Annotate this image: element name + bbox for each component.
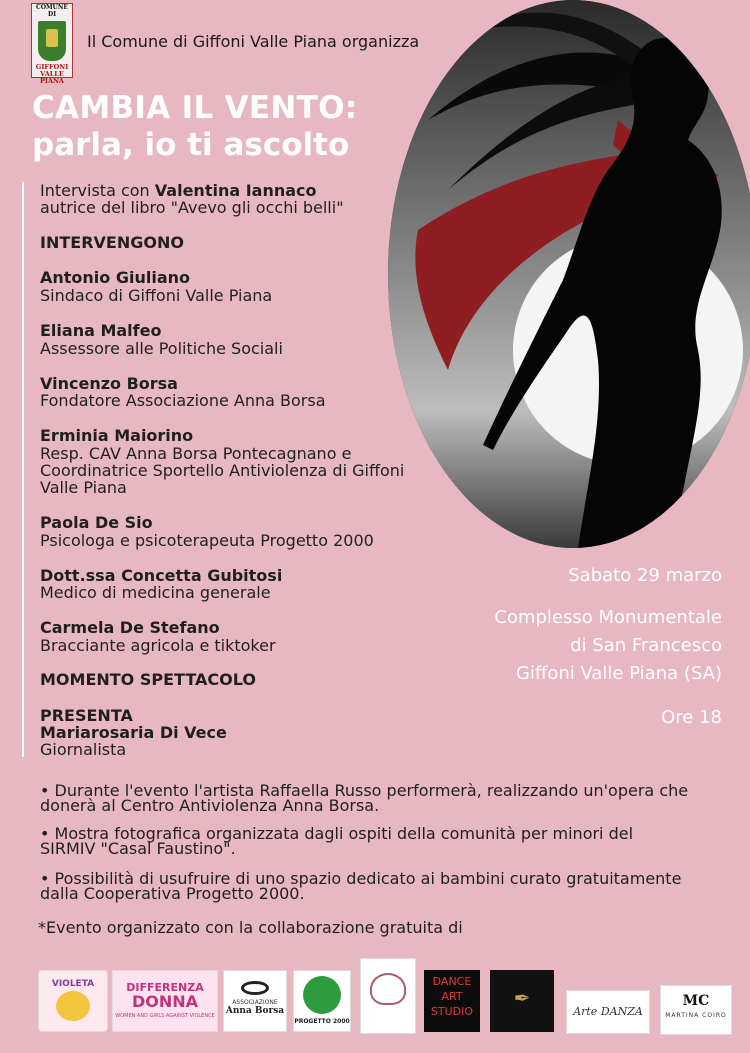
presenter-name: Mariarosaria Di Vece [40,723,227,742]
interview-prefix: Intervista con [40,181,155,200]
speaker-name: Paola De Sio [40,513,153,532]
bullet-item: • Possibilità di usufruire di uno spazio dedicato ai bambini curato gratuitamente [40,869,682,888]
speaker-role: Medico di medicina generale [40,583,271,602]
arte-danza-logo [566,990,650,1034]
event-subtitle: parla, io ti ascolto [32,127,350,163]
section-momento-spettacolo: MOMENTO SPETTACOLO [40,670,256,689]
presenter-label: PRESENTA [40,706,133,725]
progetto-text: PROGETTO 2000 [294,1018,350,1025]
violeta-logo [38,970,108,1032]
speaker-name: Eliana Malfeo [40,321,162,340]
presenter-role: Giornalista [40,740,127,759]
speaker-name: Dott.ssa Concetta Gubitosi [40,566,283,585]
event-venue: Giffoni Valle Piana (SA) [515,663,722,684]
speaker-name: Vincenzo Borsa [40,374,178,393]
bullet-item: dalla Cooperativa Progetto 2000. [40,884,305,903]
interviewee-name: Valentina Iannaco [154,181,317,200]
people-icon [303,976,341,1014]
event-venue: Complesso Monumentale [494,607,722,628]
event-date: Sabato 29 marzo [568,565,722,586]
martina-coiro-logo [660,985,732,1035]
silhouette-woman-image [388,0,750,548]
speaker-role: Valle Piana [40,478,127,497]
dance-text: DANCE [432,975,472,988]
dance-art-studio-logo [424,970,480,1032]
bullet-item: • Durante l'evento l'artista Raffaella Russo performerà, realizzando un'opera che [40,781,689,800]
section-intervengono: INTERVENGONO [40,233,184,252]
speaker-name: Carmela De Stefano [40,618,220,637]
anna-borsa-logo [223,970,287,1032]
arte-danza-text: Arte DANZA [573,1005,643,1018]
differenza-donna-logo [112,970,218,1032]
bullet-item: • Mostra fotografica organizzata dagli ospiti della comunità per minori del [40,824,634,843]
event-title: CAMBIA IL VENTO: [32,90,358,126]
silhouette-illustration [388,0,750,548]
community-heart-logo [360,958,416,1034]
book-line: autrice del libro "Avevo gli occhi belli" [40,198,344,217]
eye-icon [241,981,269,995]
speaker-name: Antonio Giuliano [40,268,191,287]
feather-logo [490,970,554,1032]
event-venue: di San Francesco [570,635,722,656]
martina-name-text: MARTINA COIRO [665,1012,727,1019]
crest-shield-icon [38,21,66,61]
progetto-2000-logo [293,970,351,1032]
martina-monogram: MC [682,993,710,1009]
studio-text: STUDIO [430,1005,474,1018]
footer-note: *Evento organizzato con la collaborazione gratuita di [38,918,463,937]
feather-icon: ✒ [513,986,531,1010]
speaker-role: Sindaco di Giffoni Valle Piana [40,286,273,305]
speaker-role: Fondatore Associazione Anna Borsa [40,391,326,410]
anna-borsa-assoc-text: ASSOCIAZIONE [232,999,278,1006]
differenza-tagline: WOMEN AND GIRLS AGAINST VIOLENCE [115,1013,215,1019]
donna-text: DONNA [131,992,199,1011]
speaker-role: Resp. CAV Anna Borsa Pontecagnano e [40,444,352,463]
art-text: ART [441,990,463,1003]
event-time: Ore 18 [661,707,722,728]
organizer-line: Il Comune di Giffoni Valle Piana organizza [87,32,420,51]
flower-icon [56,991,90,1021]
speaker-role: Bracciante agricola e tiktoker [40,636,276,655]
crest-top-text: COMUNE DI [36,4,68,18]
bullet-item: SIRMIV "Casal Faustino". [40,839,236,858]
anna-borsa-name-text: Anna Borsa [225,1006,285,1016]
violeta-logo-text: VIOLETA [51,979,95,989]
bullet-item: donerà al Centro Antiviolenza Anna Borsa. [40,796,380,815]
left-accent-bar [22,182,24,757]
municipality-crest-logo [31,3,73,85]
crest-bottom-text: GIFFONI VALLE PIANA [35,63,69,85]
speaker-role: Assessore alle Politiche Sociali [40,339,283,358]
speaker-name: Erminia Maiorino [40,426,194,445]
differenza-text: DIFFERENZA [126,981,204,994]
speaker-role: Coordinatrice Sportello Antiviolenza di Giffoni [40,461,405,480]
speaker-role: Psicologa e psicoterapeuta Progetto 2000 [40,531,374,550]
heart-icon [370,973,406,1005]
interview-line [40,182,317,199]
